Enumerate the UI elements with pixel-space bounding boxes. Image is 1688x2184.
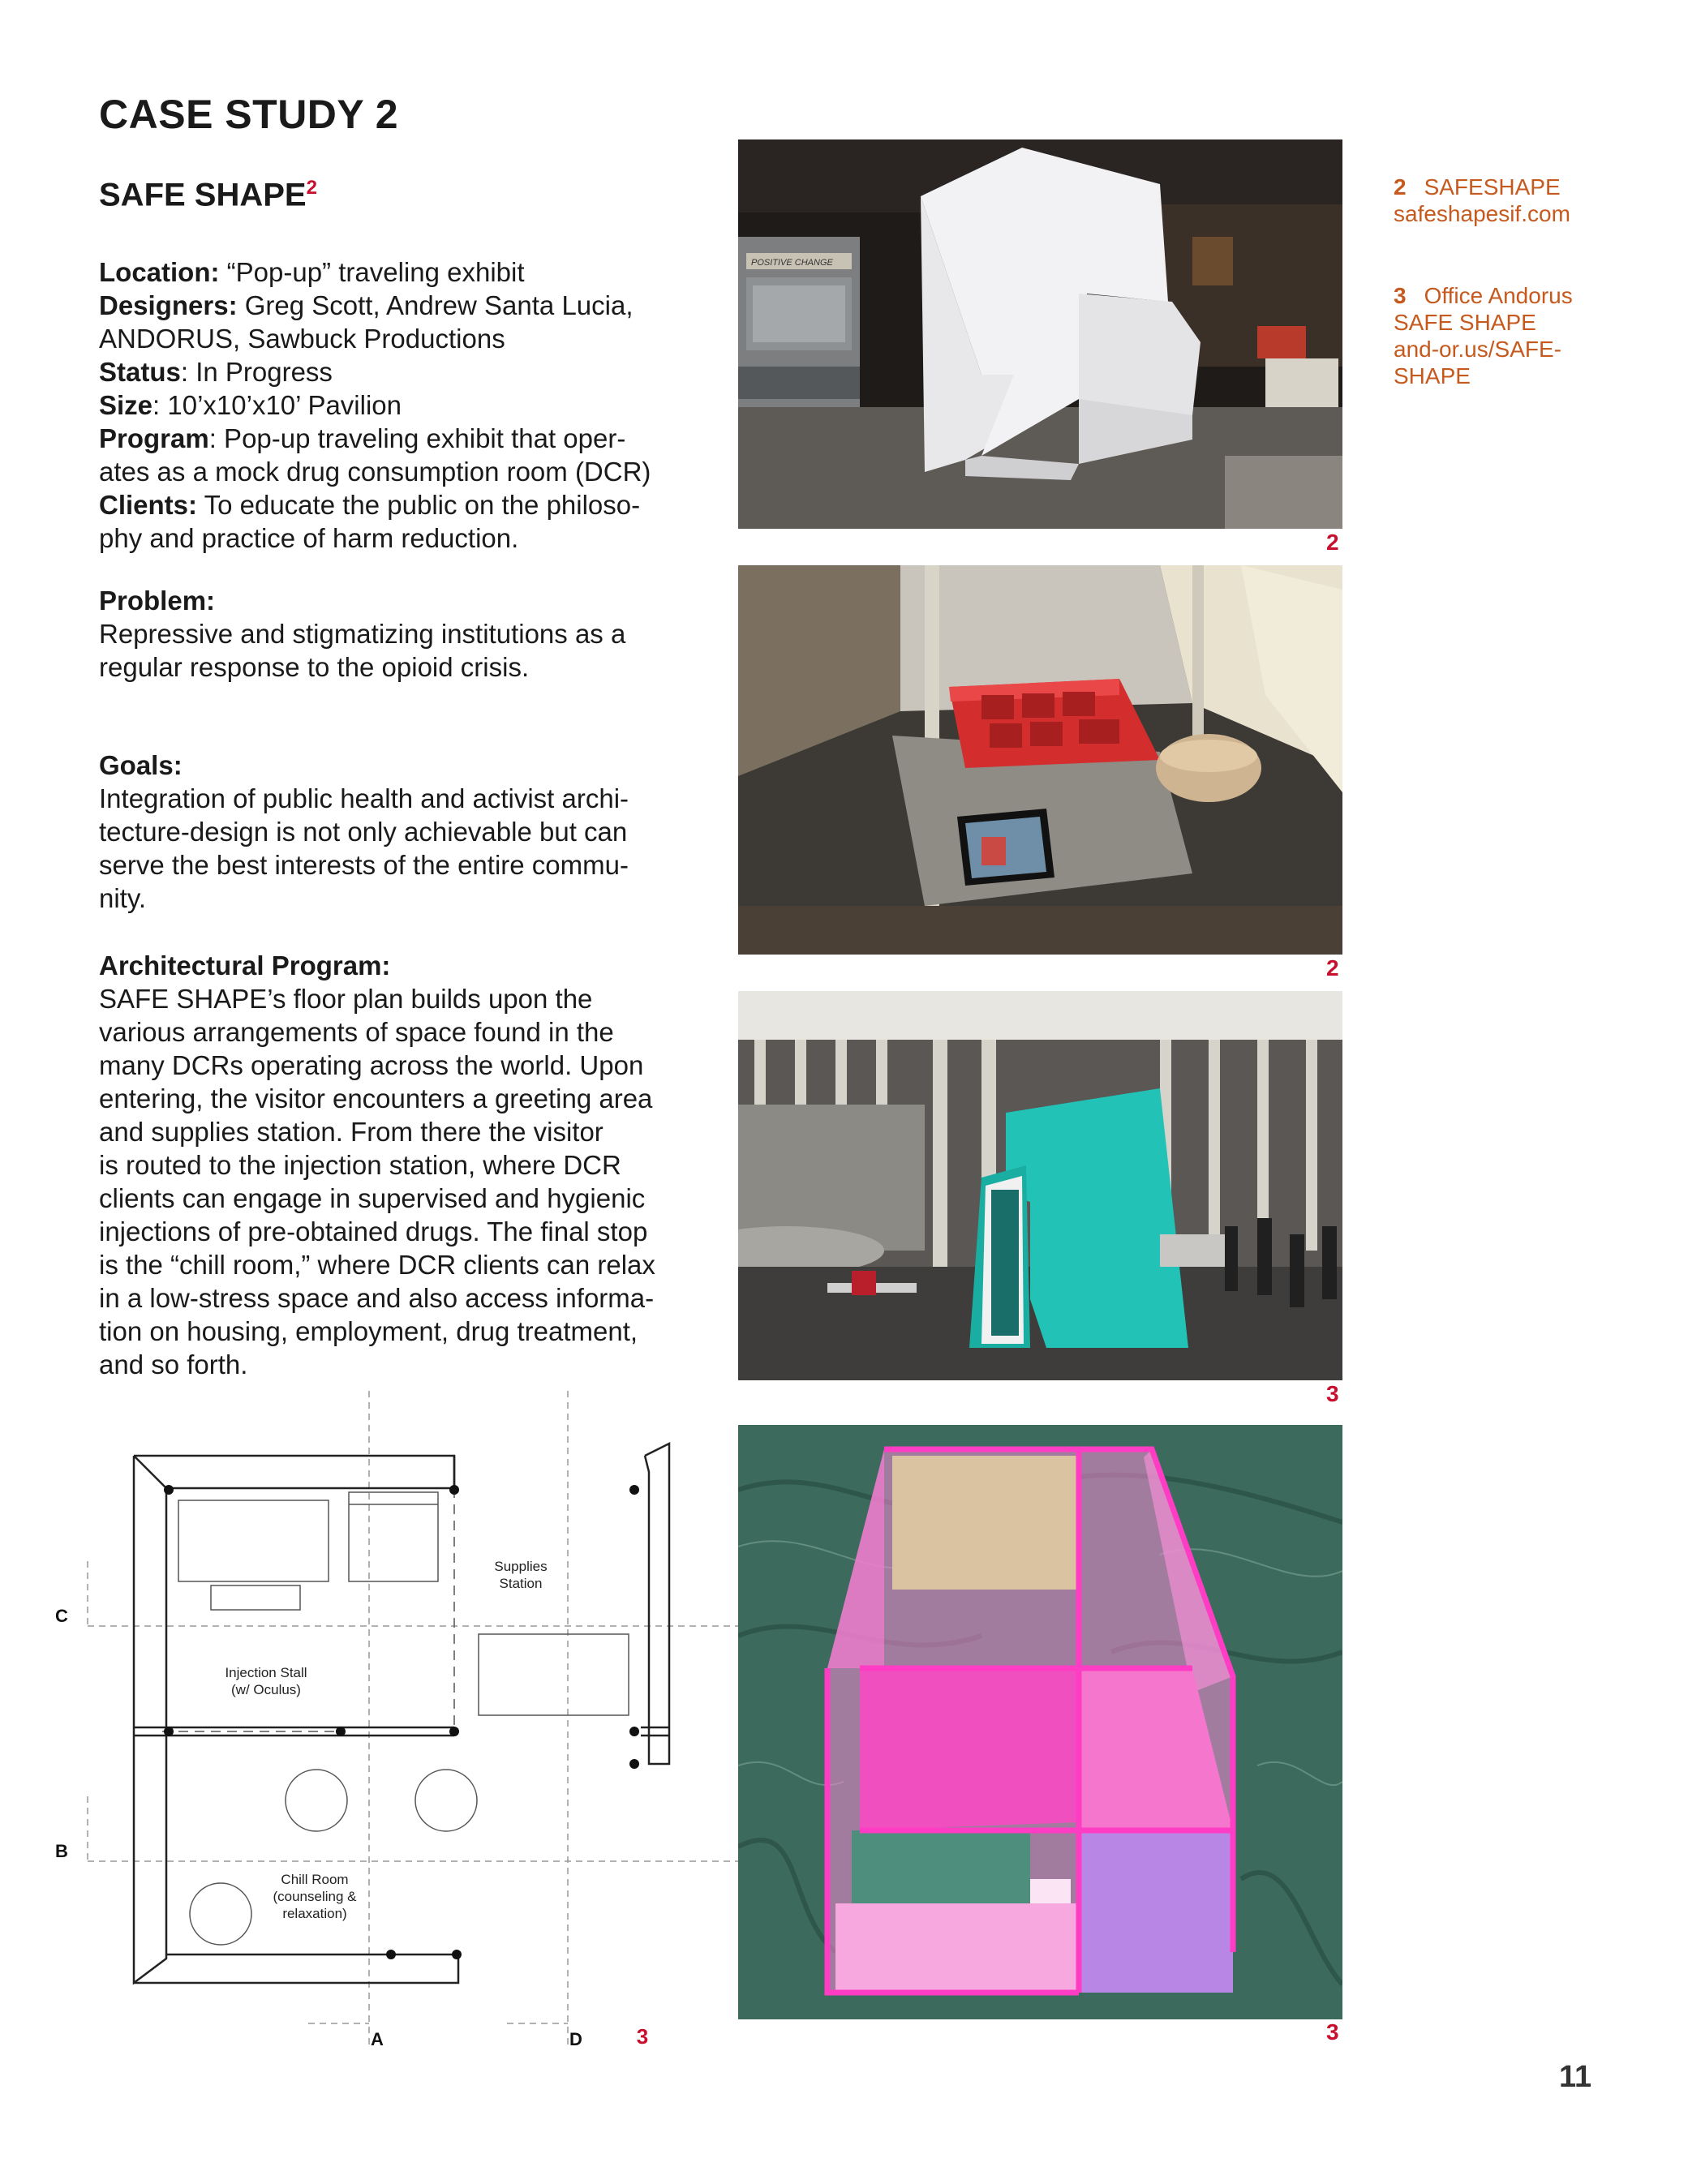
goals-line: serve the best interests of the entire commu- [99,850,629,880]
case-study-title: CASE STUDY 2 [99,92,399,137]
plan-label-injection: (w/ Oculus) [231,1682,301,1697]
plan-label-injection: Injection Stall [225,1665,307,1680]
problem-line: Repressive and stigmatizing institutions as a [99,619,626,649]
plan-figure-ref: 3 [636,2024,649,2049]
plan-label-chill: (counseling & [273,1889,357,1904]
plan-label-supplies: Supplies [494,1559,548,1574]
footnote-3 [1394,282,1621,389]
location-label: Location: [99,257,220,287]
footnote-2 [1394,174,1621,227]
grid-marker-c: C [55,1606,68,1626]
photo3-figure-ref: 3 [1326,1381,1339,1406]
page-number: 11 [1559,2060,1592,2094]
truck-sign-text: POSITIVE CHANGE [751,258,833,268]
goals-heading: Goals: [99,750,183,780]
photo-supply-station [738,565,1342,955]
footnote-3-line: Office Andorus [1424,283,1573,308]
problem-section [99,584,715,684]
size-value: : 10’x10’x10’ Pavilion [152,390,402,420]
problem-line: regular response to the opioid crisis. [99,652,530,682]
project-footnote-ref: 2 [306,177,317,199]
program-label: Program [99,423,209,453]
plan-label-supplies: Station [499,1576,543,1591]
arch-program-line: in a low-stress space and also access informa- [99,1283,655,1313]
footnote-3-number: 3 [1394,283,1407,308]
designers-value-1: Greg Scott, Andrew Santa Lucia, [237,290,634,320]
arch-program-line: clients can engage in supervised and hygienic [99,1183,646,1213]
arch-program-line: many DCRs operating across the world. Upon [99,1050,644,1080]
project-title [99,177,317,213]
footnote-3-line: SAFE SHAPE [1394,310,1536,335]
plan-label-chill: relaxation) [282,1906,347,1921]
problem-heading: Problem: [99,586,216,616]
designers-value-2: ANDORUS, Sawbuck Productions [99,324,505,354]
footnote-2-number: 2 [1394,174,1407,200]
arch-program-line: is the “chill room,” where DCR clients can relax [99,1250,655,1280]
program-value-2: ates as a mock drug consumption room (DCR) [99,457,651,487]
architectural-program-section [99,949,715,1381]
photo-courtyard-pavilion [738,991,1342,1380]
clients-label: Clients: [99,490,198,520]
floor-plan-drawing [49,1391,746,2056]
grid-marker-b: B [55,1841,68,1861]
arch-program-line: is routed to the injection station, where DCR [99,1150,621,1180]
footnote-3-link[interactable]: SHAPE [1394,363,1471,388]
arch-program-line: entering, the visitor encounters a greeting area [99,1083,653,1113]
status-label: Status [99,357,181,387]
arch-program-line: various arrangements of space found in the [99,1017,614,1047]
arch-program-heading: Architectural Program: [99,950,391,980]
photo-warehouse-pavilion [738,139,1342,529]
grid-marker-a: A [371,2029,384,2049]
footnote-2-line: SAFESHAPE [1424,174,1561,200]
program-value-1: : Pop-up traveling exhibit that oper- [208,423,626,453]
photo2-figure-ref: 2 [1326,955,1339,980]
goals-line: nity. [99,883,147,913]
grid-marker-d: D [569,2029,582,2049]
footnote-3-link[interactable]: and-or.us/SAFE- [1394,337,1561,362]
plan-label-chill: Chill Room [281,1872,349,1887]
arch-program-line: tion on housing, employment, drug treatment, [99,1316,638,1346]
arch-program-line: injections of pre-obtained drugs. The final stop [99,1216,648,1246]
clients-value-1: To educate the public on the philoso- [197,490,641,520]
goals-section [99,749,715,915]
project-details [99,255,715,555]
render-axonometric [738,1425,1342,2019]
photo1-figure-ref: 2 [1326,530,1339,555]
project-name: SAFE SHAPE [99,177,307,213]
clients-value-2: phy and practice of harm reduction. [99,523,519,553]
render-figure-ref: 3 [1326,2019,1339,2045]
arch-program-line: and supplies station. From there the visitor [99,1117,603,1147]
location-value: “Pop-up” traveling exhibit [219,257,525,287]
designers-label: Designers: [99,290,238,320]
status-value: : In Progress [180,357,333,387]
arch-program-line: SAFE SHAPE’s floor plan builds upon the [99,984,593,1014]
goals-line: Integration of public health and activist archi- [99,783,629,813]
arch-program-line: and so forth. [99,1349,248,1379]
footnote-2-link[interactable]: safeshapesif.com [1394,201,1570,226]
size-label: Size [99,390,153,420]
goals-line: tecture-design is not only achievable but can [99,817,628,847]
